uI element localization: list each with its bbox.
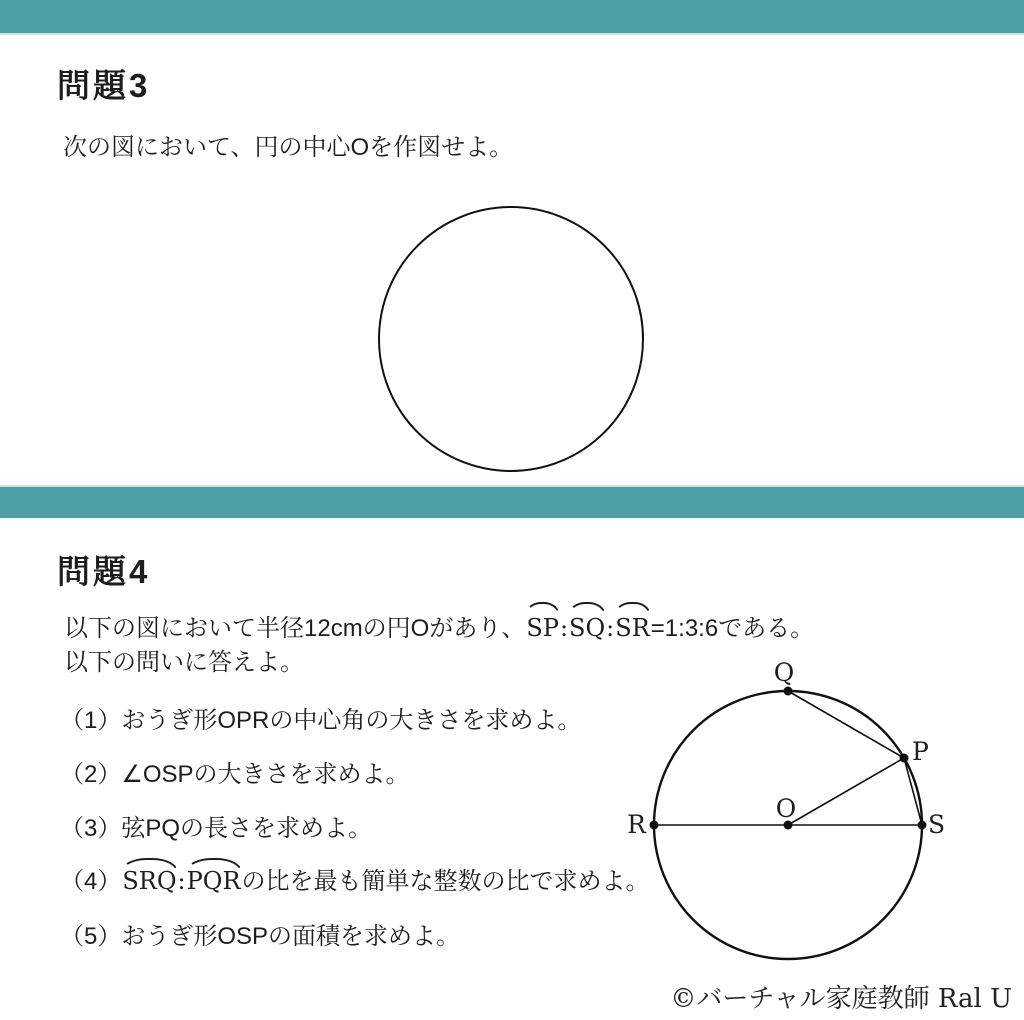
arc-notation-PQR: PQR bbox=[186, 867, 241, 895]
question-1: （1）おうぎ形OPRの中心角の大きさを求めよ。 bbox=[60, 707, 582, 734]
problem3-title: 問題3 bbox=[57, 67, 151, 104]
point-Q bbox=[784, 687, 793, 696]
point-S bbox=[918, 821, 927, 830]
point-P bbox=[900, 754, 909, 763]
question-2: （2）∠OSPの大きさを求めよ。 bbox=[60, 761, 410, 788]
copyright-credit: ©バーチャル家庭教師 Ral U bbox=[670, 984, 1012, 1014]
problem4-title: 問題4 bbox=[57, 553, 151, 590]
intro-pre-text: 以下の図において半径12cmの円Oがあり、 bbox=[64, 615, 526, 642]
label-Q: Q bbox=[773, 658, 795, 687]
ratio-colon: : bbox=[559, 614, 569, 642]
question-4-text: の比を最も簡単な整数の比で求めよ。 bbox=[241, 868, 650, 895]
intro-post-text: =1:3:6である。 bbox=[650, 615, 815, 642]
ratio-colon: : bbox=[177, 867, 186, 895]
radius-OP bbox=[788, 758, 904, 825]
question-4 bbox=[60, 861, 650, 896]
problem4-intro-line1 bbox=[64, 611, 814, 646]
label-P: P bbox=[912, 737, 929, 766]
chord-QP bbox=[788, 691, 904, 758]
arc-notation-SQ: SQ bbox=[568, 611, 606, 645]
problem3-circle-figure bbox=[378, 206, 644, 472]
problem4-circle-diagram bbox=[610, 645, 970, 975]
problem3-instruction: 次の図において、円の中心Oを作図せよ。 bbox=[63, 134, 514, 161]
label-S: S bbox=[928, 810, 946, 839]
arc-notation-SRQ: SRQ bbox=[122, 867, 177, 895]
chord-PS bbox=[904, 758, 922, 825]
label-O: O bbox=[775, 794, 797, 823]
arc-notation-SR: SR bbox=[614, 611, 651, 645]
question-4-number: （4） bbox=[60, 868, 122, 895]
point-R bbox=[650, 821, 659, 830]
problem4-intro-line2: 以下の問いに答えよ。 bbox=[64, 649, 304, 676]
question-5: （5）おうぎ形OSPの面積を求めよ。 bbox=[60, 923, 461, 950]
label-R: R bbox=[627, 810, 646, 839]
top-accent-bar bbox=[0, 0, 1024, 33]
question-3: （3）弦PQの長さを求めよ。 bbox=[60, 815, 373, 842]
arc-notation-SP: SP bbox=[525, 611, 560, 645]
middle-accent-bar bbox=[0, 487, 1024, 518]
ratio-colon: : bbox=[606, 614, 615, 642]
